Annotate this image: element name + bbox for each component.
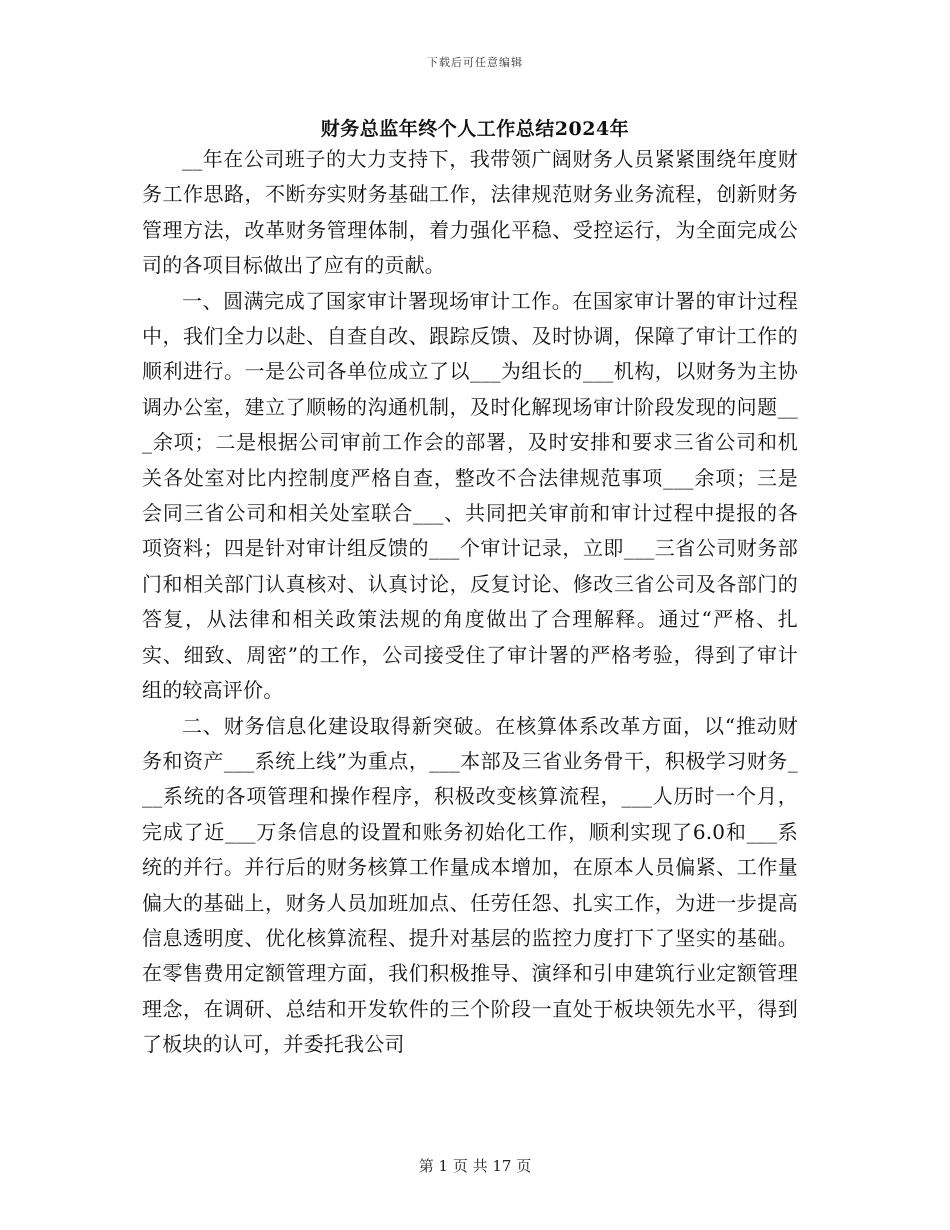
- paragraph-audit: 一、圆满完成了国家审计署现场审计工作。在国家审计署的审计过程中，我们全力以赴、自查自改、跟踪反馈、及时协调，保障了审计工作的顺利进行。一是公司各单位成立了以___为组长的___机构，以财务为主协调办公室，建立了顺畅的沟通机制，及时化解现场审计阶段发现的问题___余项；二是根据公司审前工作会的部署，及时安排和要求三省公司和机关各处室对比内控制度严格自查，整改不合法律规范事项___余项；三是会同三省公司和相关处室联合___、共同把关审前和审计过程中提报的各项资料；四是针对审计组反馈的___个审计记录，立即___三省公司财务部门和相关部门认真核对、认真讨论，反复讨论、修改三省公司及各部门的答复，从法律和相关政策法规的角度做出了合理解释。通过“严格、扎实、细致、周密”的工作，公司接受住了审计署的严格考验，得到了审计组的较高评价。: [142, 288, 798, 703]
- page-number: 第 1 页 共 17 页: [418, 1157, 532, 1175]
- document-body: [142, 142, 798, 1063]
- document-title: 财务总监年终个人工作总结2024年: [320, 118, 630, 140]
- paragraph-informatization: 二、财务信息化建设取得新突破。在核算体系改革方面，以“推动财务和资产___系统上线”为重点，___本部及三省业务骨干，积极学习财务___系统的各项管理和操作程序，积极改变核算流程，___人历时一个月，完成了近___万条信息的设置和账务初始化工作，顺利实现了6.0和___系统的并行。并行后的财务核算工作量成本增加，在原本人员偏紧、工作量偏大的基础上，财务人员加班加点、任劳任怨、扎实工作，为进一步提高信息透明度、优化核算流程、提升对基层的监控力度打下了坚实的基础。在零售费用定额管理方面，我们积极推导、演绎和引申建筑行业定额管理理念，在调研、总结和开发软件的三个阶段一直处于板块领先水平，得到了板块的认可，并委托我公司: [142, 713, 798, 1057]
- paragraph-intro: __年在公司班子的大力支持下，我带领广阔财务人员紧紧围绕年度财务工作思路，不断夯实财务基础工作，法律规范财务业务流程，创新财务管理方法，改革财务管理体制，着力强化平稳、受控运行，为全面完成公司的各项目标做出了应有的贡献。: [142, 147, 798, 278]
- page-header-note: 下载后可任意编辑: [427, 56, 523, 69]
